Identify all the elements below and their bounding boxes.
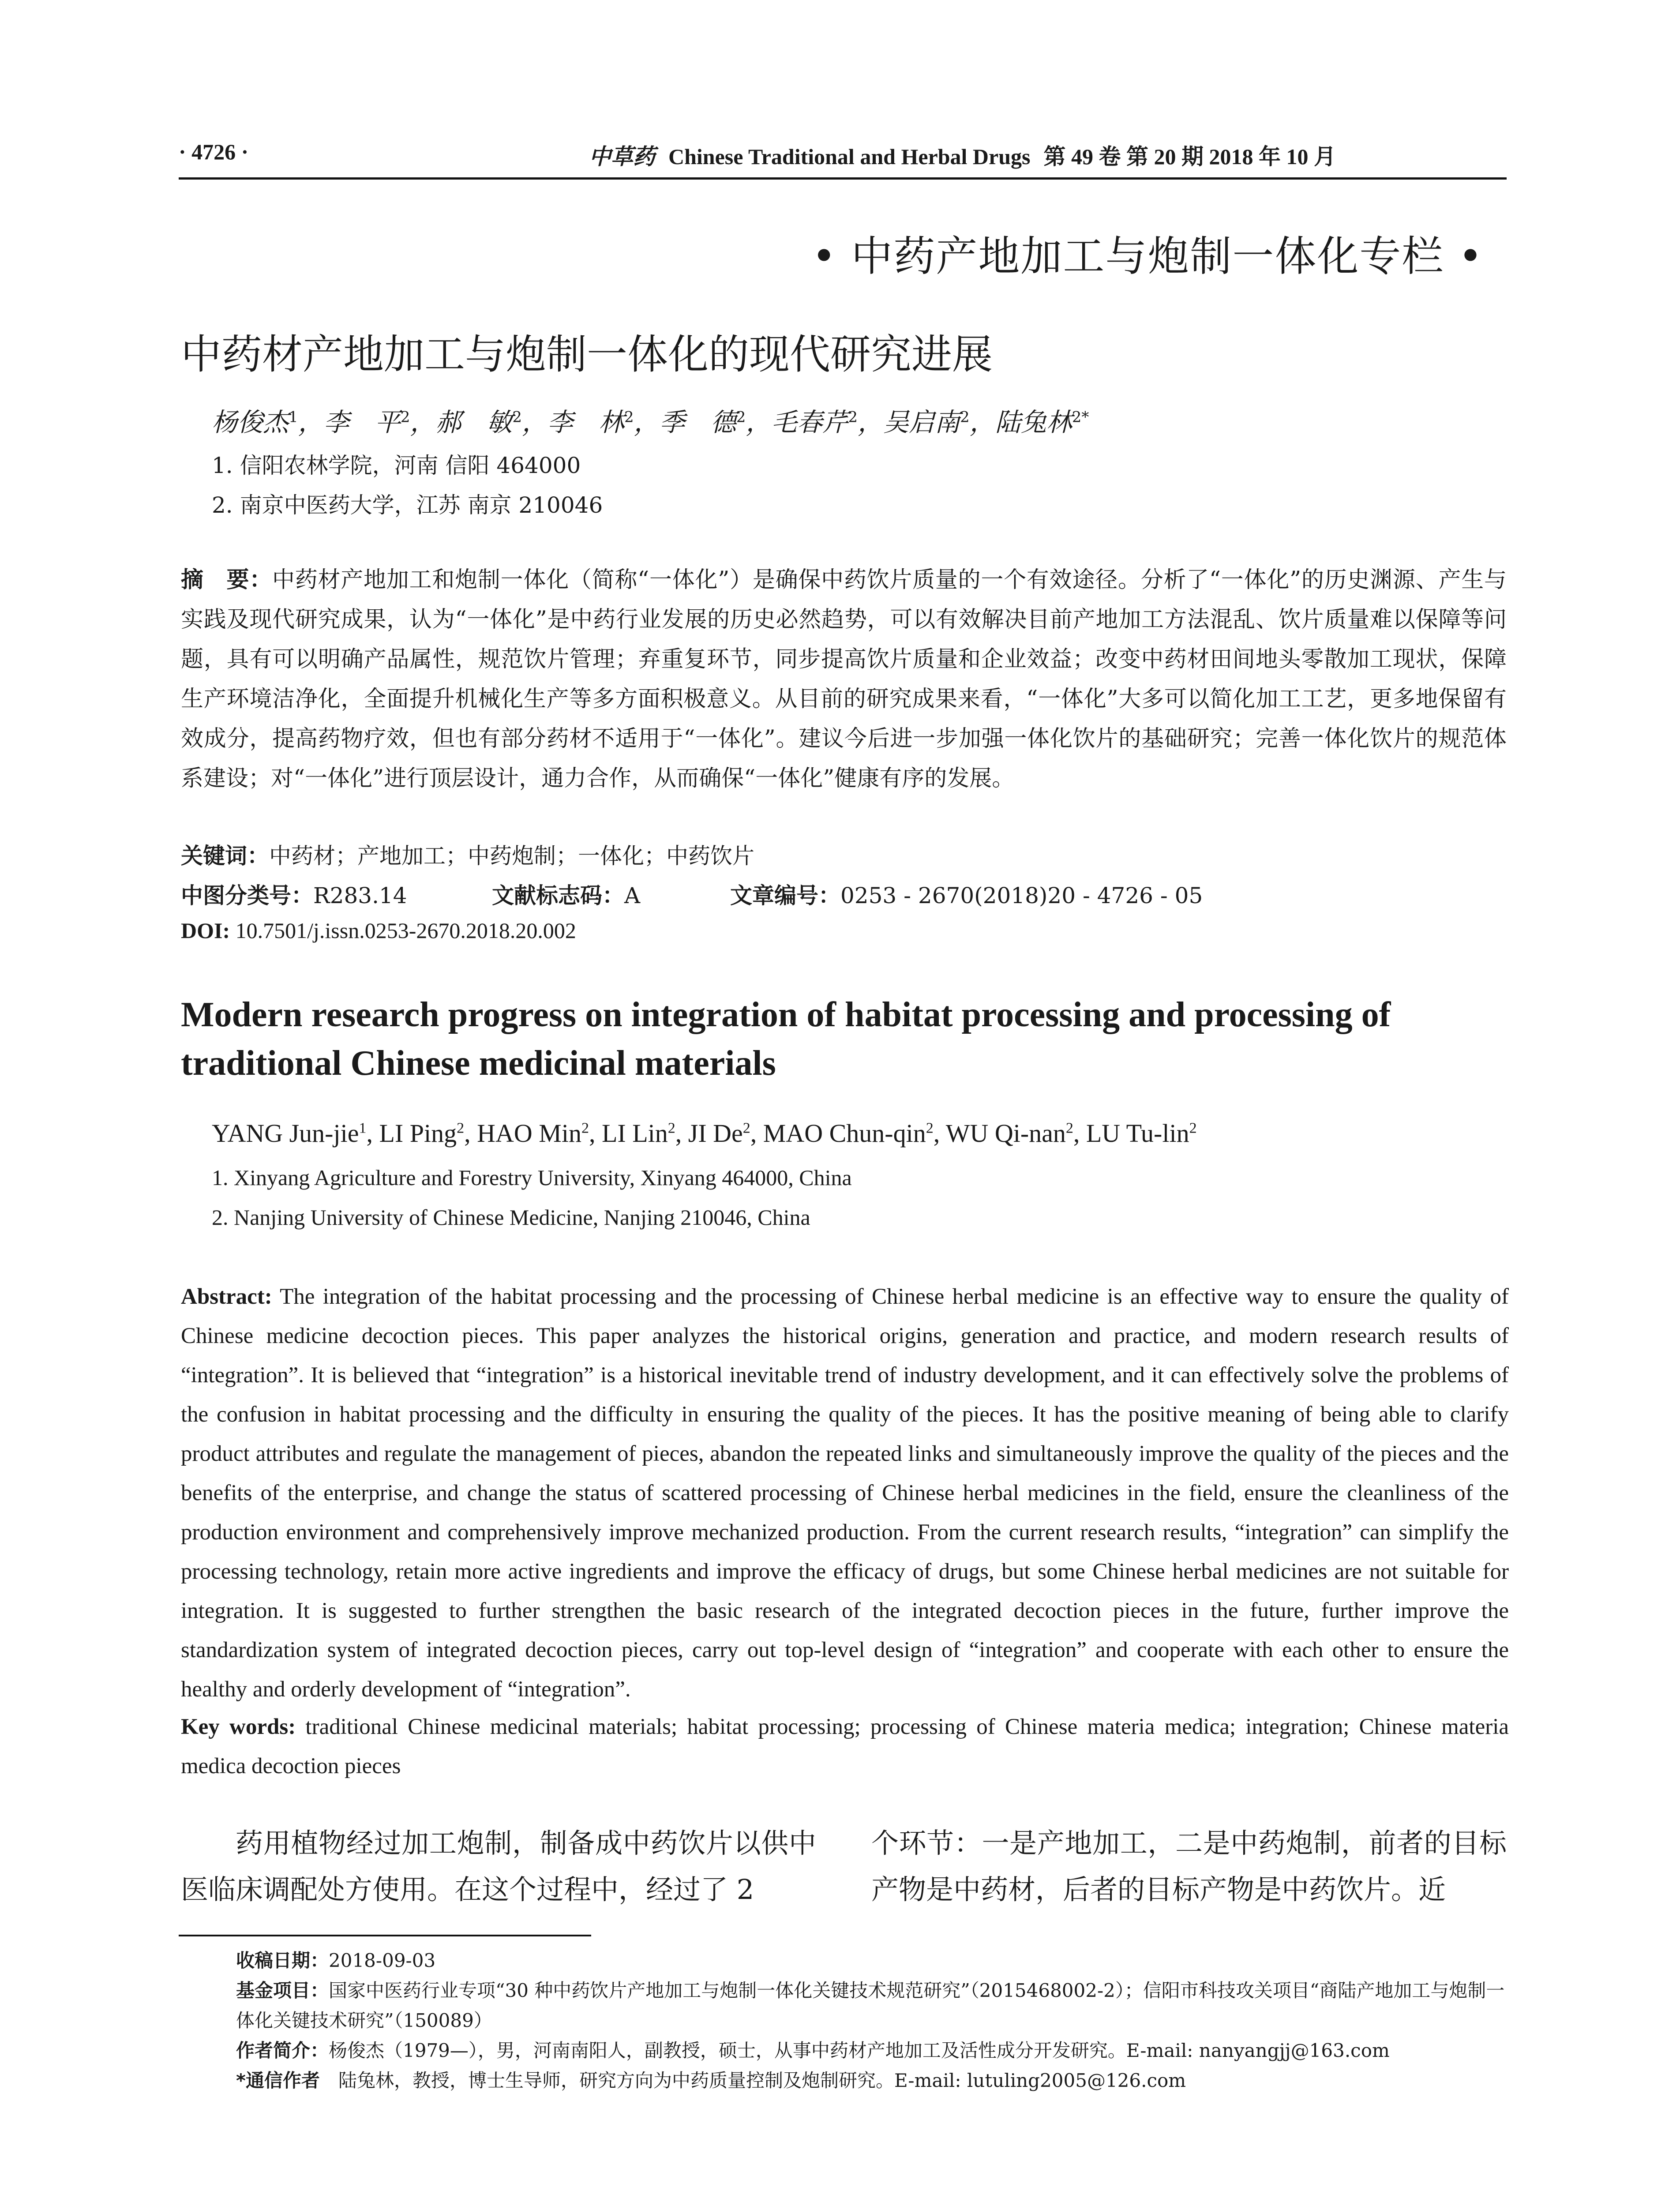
journal-name-en: Chinese Traditional and Herbal Drugs [668,144,1031,169]
en-author: LI Ping$^2$ [379,1119,465,1148]
en-author: MAO Chun-qin$^2$ [763,1119,934,1148]
body-column-left: 药用植物经过加工炮制，制备成中药饮片以供中医临床调配处方使用。在这个过程中，经过了 2 [181,1827,816,1906]
footnote-author: 作者简介：杨俊杰（1979—），男，河南南阳人，副教授，硕士，从事中药材产地加工及活性成分开发研究。E-mail: nanyangjj@163.com [236,2040,1390,2061]
header-rule [179,177,1507,180]
footnote-fund: 基金项目：国家中医药行业专项“30 种中药饮片产地加工与炮制一体化关键技术规范研究”（2015468002-2）；信阳市科技攻关项目“商陆产地加工与炮制一体化关键技术研究”（150089） [236,1980,1505,2031]
cn-abstract [181,560,1507,799]
running-header [179,139,1507,174]
doi-label: DOI: [181,918,230,943]
en-author: LU Tu-lin$^2$ [1086,1119,1197,1148]
en-author: WU Qi-nan$^2$ [945,1119,1073,1148]
en-author: YANG Jun-jie$^1$ [212,1119,367,1148]
en-affiliation: 2. Nanjing University of Chinese Medicine, Nanjing 210046, China [212,1205,810,1230]
cn-keywords-text: 中药材；产地加工；中药炮制；一体化；中药饮片 [269,843,754,869]
journal-issue: 第 49 卷 第 20 期 2018 年 10 月 [1043,144,1336,169]
cn-affiliation: 2. 南京中医药大学，江苏 南京 210046 [212,492,603,518]
en-abstract-text: The integration of the habitat processing and the processing of Chinese herbal medicine is an effective way to ensure the quality of Chinese medicine decoction pieces. This paper analyzes the historical origins, generation and practice, and modern research results of “integration”. It is believed that “integration” is a historical inevitable trend of industry development, and it can effectively solve the problems of the confusion in habitat processing and the difficulty in ensuring the quality of the pieces. It has the positive meaning of being able to clarify product attributes and regulate the management of pieces, abandon the repeated links and simultaneously improve the quality of the pieces and the benefits of the enterprise, and change the status of scattered processing of Chinese herbal medicines in the field, ensure the cleanliness of the production environment and comprehensively improve mechanized production. From the current research results, “integration” can simplify the processing technology, retain more active ingredients and improve the efficacy of drugs, but some Chinese herbal medicines are not suitable for integration. It is suggested to further strengthen the basic research of the integrated decoction pieces in the future, further improve the standardization system of integrated decoction pieces, carry out top-level design of “integration” and cooperate with each other to ensure the healthy and orderly development of “integration”. [181,1284,1509,1702]
cn-author: 杨俊杰$^1$ [212,407,298,437]
cn-author: 毛春芹$^2$ [771,407,858,437]
cn-title: 中药材产地加工与炮制一体化的现代研究进展 [181,331,993,378]
document-code: 文献标志码：A [492,883,641,908]
clc-code: 中图分类号：R283.14 [181,883,407,908]
en-keywords-label: Key words: [181,1715,296,1739]
cn-author: 陆兔林$^{2*}$ [995,407,1089,437]
cn-author: 吴启南$^2$ [883,407,970,437]
en-abstract-label: Abstract: [181,1284,272,1309]
cn-author: 李 林$^2$ [548,407,634,437]
en-author: JI De$^2$ [688,1119,750,1148]
journal-name-cn: 中草药 [589,143,655,169]
cn-abstract-label: 摘 要： [181,567,273,593]
doi-line [181,918,576,943]
cn-author: 季 德$^2$ [659,407,746,437]
article-number: 文章编号：0253 - 2670(2018)20 - 4726 - 05 [730,883,1203,908]
cn-author-list: 杨俊杰$^1$，李 平$^2$，郝 敏$^2$，李 林$^2$，季 德$^2$，毛春芹$^2$，吴启南$^2$，陆兔林$^{2*}$ [212,407,1089,437]
en-abstract [181,1277,1509,1709]
en-author-list: YANG Jun-jie$^1$, LI Ping$^2$, HAO Min$^2$, LI Lin$^2$, JI De$^2$, MAO Chun-qin$^2$, WU Qi-nan$^2$, LU Tu-lin$^2$ [212,1119,1197,1148]
column-banner: • 中药产地加工与炮制一体化专栏 • [812,233,1484,281]
cn-author: 李 平$^2$ [323,407,410,437]
en-author: HAO Min$^2$ [477,1119,589,1148]
page-number: · 4726 · [179,139,249,164]
footnotes [236,1946,1507,2096]
cn-author: 郝 敏$^2$ [435,407,522,437]
footnote-rule [179,1935,591,1936]
en-title: Modern research progress on integration of habitat processing and processing of traditional Chinese medicinal materials [181,995,1391,1083]
cn-keywords [181,838,754,870]
en-author: LI Lin$^2$ [601,1119,675,1148]
cn-abstract-text: 中药材产地加工和炮制一体化（简称“一体化”）是确保中药饮片质量的一个有效途径。分析了“一体化”的历史渊源、产生与实践及现代研究成果，认为“一体化”是中药行业发展的历史必然趋势，可以有效解决目前产地加工方法混乱、饮片质量难以保障等问题，具有可以明确产品属性，规范饮片管理；弃重复环节，同步提高饮片质量和企业效益；改变中药材田间地头零散加工现状，保障生产环境洁净化，全面提升机械化生产等多方面积极意义。从目前的研究成果来看，“一体化”大多可以简化加工工艺，更多地保留有效成分，提高药物疗效，但也有部分药材不适用于“一体化”。建议今后进一步加强一体化饮片的基础研究；完善一体化饮片的规范体系建设；对“一体化”进行顶层设计，通力合作，从而确保“一体化”健康有序的发展。 [181,567,1507,792]
footnote-received: 收稿日期：2018-09-03 [236,1950,436,1971]
cn-keywords-label: 关键词： [181,843,269,869]
cn-affiliation: 1. 信阳农林学院，河南 信阳 464000 [212,453,581,478]
doi-value: 10.7501/j.issn.0253-2670.2018.20.002 [235,918,576,943]
en-keywords [181,1707,1509,1786]
body-column-right: 个环节：一是产地加工，二是中药炮制，前者的目标产物是中药材，后者的目标产物是中药饮片。近 [871,1827,1507,1906]
classification-line [181,878,1203,910]
footnote-corresponding: *通信作者 陆兔林，教授，博士生导师，研究方向为中药质量控制及炮制研究。E-mail: lutuling2005@126.com [236,2070,1186,2091]
en-affiliation: 1. Xinyang Agriculture and Forestry University, Xinyang 464000, China [212,1165,852,1190]
journal-name [589,139,1336,171]
en-keywords-text: traditional Chinese medicinal materials; habitat processing; processing of Chinese materia medica; integration; Chinese materia medica decoction pieces [181,1715,1509,1778]
